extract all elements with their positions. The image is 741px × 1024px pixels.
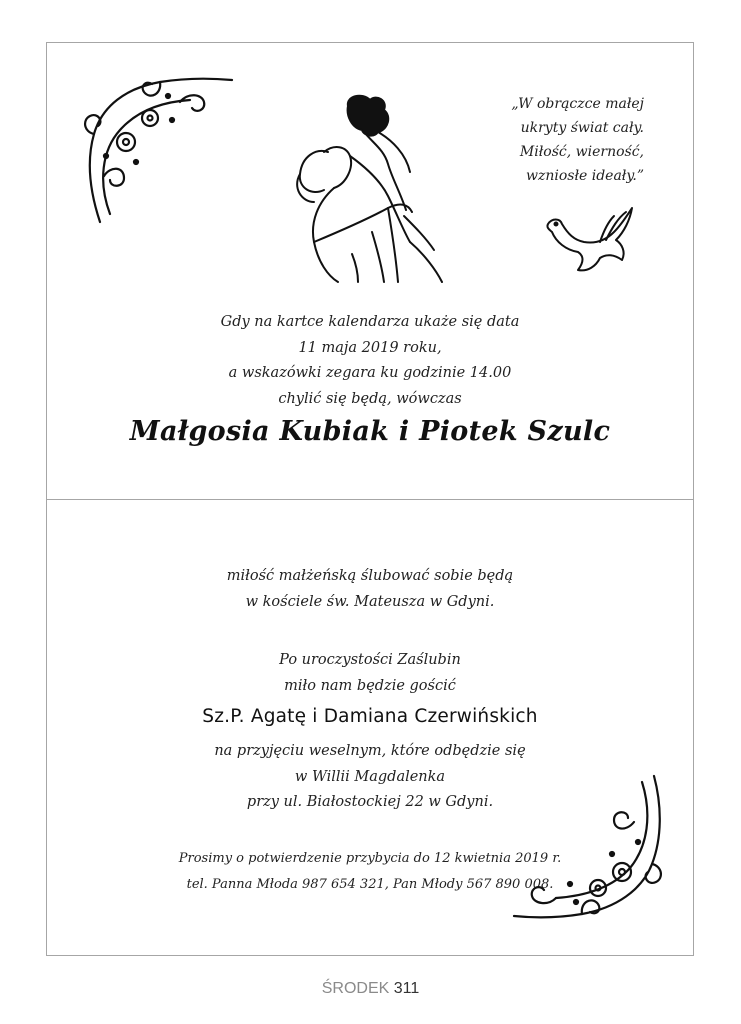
- text-line: miłość małżeńską ślubować sobie będą: [226, 568, 514, 584]
- text-line: Gdy na kartce kalendarza ukaże się data: [220, 314, 520, 330]
- text-line: na przyjęciu weselnym, które odbędzie się: [214, 743, 526, 759]
- text-line: w kościele św. Mateusza w Gdyni.: [245, 593, 495, 610]
- text-line: przy ul. Białostockiej 22 w Gdyni.: [246, 794, 494, 810]
- footer-label: ŚRODEK: [321, 980, 390, 997]
- text-line: Po uroczystości Zaślubin: [279, 652, 461, 668]
- corner-flourish-icon: [80, 72, 240, 232]
- upper-text: [46, 310, 694, 412]
- text-line: a wskazówki zegara ku godzinie 14.00: [228, 365, 512, 381]
- quote-line: wzniosłe ideały.”: [525, 168, 644, 184]
- text-line: Prosimy o potwierdzenie przybycia do 12 kwietnia 2019 r.: [178, 851, 562, 866]
- text-line: 11 maja 2019 roku,: [298, 339, 442, 356]
- couple-names: Małgosia Kubiak i Piotek Szulc: [129, 416, 611, 447]
- couple-illustration-icon: [288, 92, 468, 284]
- page-number: 311: [393, 980, 420, 997]
- guest-names: Sz.P. Agatę i Damiana Czerwińskich: [202, 706, 538, 727]
- text-line: miło nam będzie gościć: [284, 677, 456, 694]
- corner-flourish-icon: [512, 772, 664, 924]
- wedding-quote: [468, 92, 644, 188]
- fold-line: [46, 499, 694, 500]
- page-footer: [0, 980, 741, 998]
- quote-line: „W obrączce małej: [511, 96, 644, 112]
- text-line: tel. Panna Młoda 987 654 321, Pan Młody 567 890 008.: [186, 877, 554, 892]
- vow-text: [46, 564, 694, 615]
- quote-line: ukryty świat cały.: [520, 120, 644, 136]
- invite-text: [46, 648, 694, 699]
- dove-icon: [544, 204, 636, 276]
- quote-line: Miłość, wierność,: [519, 144, 644, 160]
- text-line: chylić się będą, wówczas: [278, 390, 462, 407]
- text-line: w Willii Magdalenka: [294, 768, 446, 785]
